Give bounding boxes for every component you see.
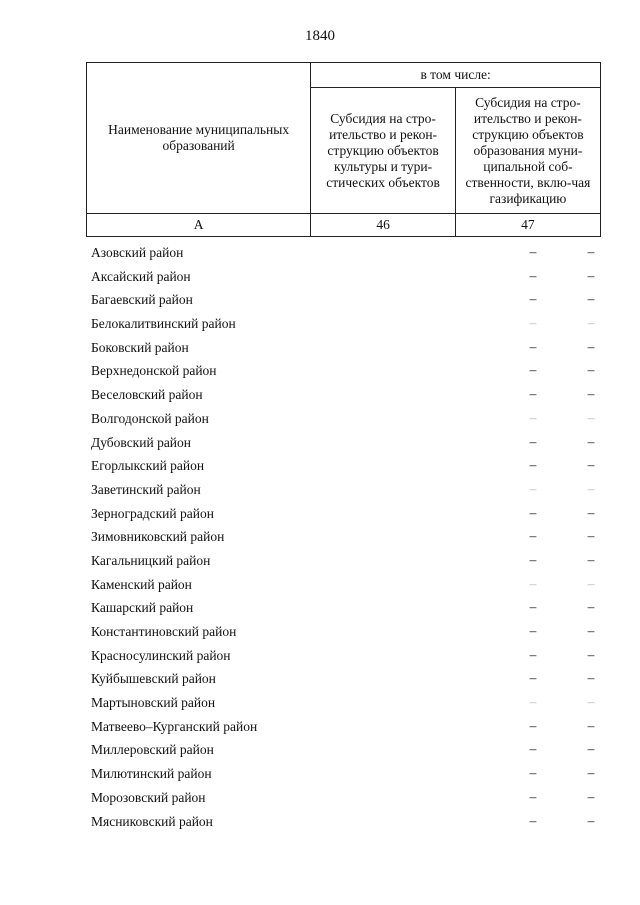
municipality-name: Мартыновский район [91,695,216,711]
value-col-46: – [529,362,537,378]
value-col-47: – [587,267,595,283]
value-col-46: – [529,386,537,402]
table-row [86,478,601,502]
value-col-46: – [529,338,537,354]
municipality-name: Каменский район [91,576,192,592]
table-row [86,715,601,739]
value-col-47: – [587,551,595,567]
table-row [86,407,601,431]
municipality-name: Белокалитвинский район [91,316,236,332]
municipality-name: Азовский район [91,245,184,260]
value-col-46: – [529,551,537,567]
value-col-47: – [587,504,595,520]
municipality-name: Красносулинский район [91,647,231,663]
value-col-47: – [587,575,595,591]
value-col-46: – [529,741,537,757]
value-col-46: – [529,765,537,781]
value-col-46: – [529,717,537,733]
municipality-name: Веселовский район [91,387,203,403]
value-col-47: – [587,741,595,757]
table-row [86,431,601,455]
page-number: 1840 [305,28,335,44]
header-index-47: 47 [455,214,600,237]
value-col-46: – [529,504,537,520]
value-col-46: – [529,457,537,473]
municipality-name: Егорлыкский район [91,458,205,474]
value-col-46: – [529,646,537,662]
table-row [86,810,601,834]
value-col-47: – [587,362,595,378]
header-name-column: Наименование муниципальных образований [87,63,311,214]
table-row [86,359,601,383]
municipality-name: Мясниковский район [91,813,213,829]
table-header [86,62,601,237]
value-col-46: – [529,409,537,425]
municipality-name: Зерноградский район [91,505,214,521]
value-col-47: – [587,812,595,828]
value-col-47: – [587,788,595,804]
table-row [86,644,601,668]
value-col-46: – [529,315,537,331]
municipality-name: Кашарский район [91,600,194,616]
table-row [86,288,601,312]
value-col-47: – [587,599,595,615]
municipality-name: Боковский район [91,339,189,355]
table-row [86,738,601,762]
value-col-47: – [587,480,595,496]
table-row [86,691,601,715]
value-col-47: – [587,646,595,662]
table-row [86,454,601,478]
table-row [86,383,601,407]
municipality-name: Куйбышевский район [91,671,216,687]
table-row [86,786,601,810]
table-row [86,762,601,786]
value-col-47: – [587,291,595,307]
table-row [86,573,601,597]
value-col-47: – [587,717,595,733]
value-col-47: – [587,528,595,544]
municipality-name: Кагальницкий район [91,552,211,568]
value-col-47: – [587,670,595,686]
value-col-47: – [587,433,595,449]
header-column-46: Субсидия на стро-ительство и рекон-струкцию объектов культуры и тури-стических объектов [311,88,456,214]
municipality-name: Миллеровский район [91,742,214,758]
table-row [86,312,601,336]
value-col-46: – [529,575,537,591]
value-col-46: – [529,267,537,283]
table-row [86,549,601,573]
value-col-46: – [529,812,537,828]
value-col-46: – [529,433,537,449]
value-col-46: – [529,599,537,615]
value-col-46: – [529,623,537,638]
municipality-name: Багаевский район [91,292,193,308]
value-col-47: – [587,315,595,331]
value-col-46: – [529,480,537,496]
municipality-name: Константиновский район [91,624,237,639]
value-col-46: – [529,670,537,686]
table-body [86,241,601,833]
municipality-name: Верхнедонской район [91,363,217,379]
value-col-47: – [587,244,595,259]
header-index-a: А [87,214,311,237]
header-index-46: 46 [311,214,456,237]
table-row [86,525,601,549]
table-row [86,241,601,265]
table-row [86,502,601,526]
municipality-name: Волгодонской район [91,410,209,426]
municipality-name: Дубовский район [91,434,192,450]
municipality-name: Заветинский район [91,481,201,497]
value-col-46: – [529,694,537,710]
municipality-name: Милютинский район [91,766,212,782]
value-col-46: – [529,244,537,259]
table-row [86,265,601,289]
value-col-47: – [587,694,595,710]
table-row [86,667,601,691]
municipality-name: Морозовский район [91,789,206,805]
value-col-47: – [587,409,595,425]
value-col-46: – [529,788,537,804]
header-column-47: Субсидия на стро-ительство и рекон-струкцию объектов образования муни-ципальной соб-ственности, вклю-чая газификацию [455,88,600,214]
table-row [86,336,601,360]
table-row [86,596,601,620]
header-group-label: в том числе: [311,63,601,88]
value-col-46: – [529,528,537,544]
value-col-47: – [587,386,595,402]
value-col-46: – [529,291,537,307]
value-col-47: – [587,338,595,354]
value-col-47: – [587,457,595,473]
value-col-47: – [587,765,595,781]
table-row [86,620,601,644]
municipality-name: Матвеево–Курганский район [91,718,258,734]
municipality-name: Аксайский район [91,268,191,284]
municipality-name: Зимовниковский район [91,529,225,545]
value-col-47: – [587,623,595,638]
